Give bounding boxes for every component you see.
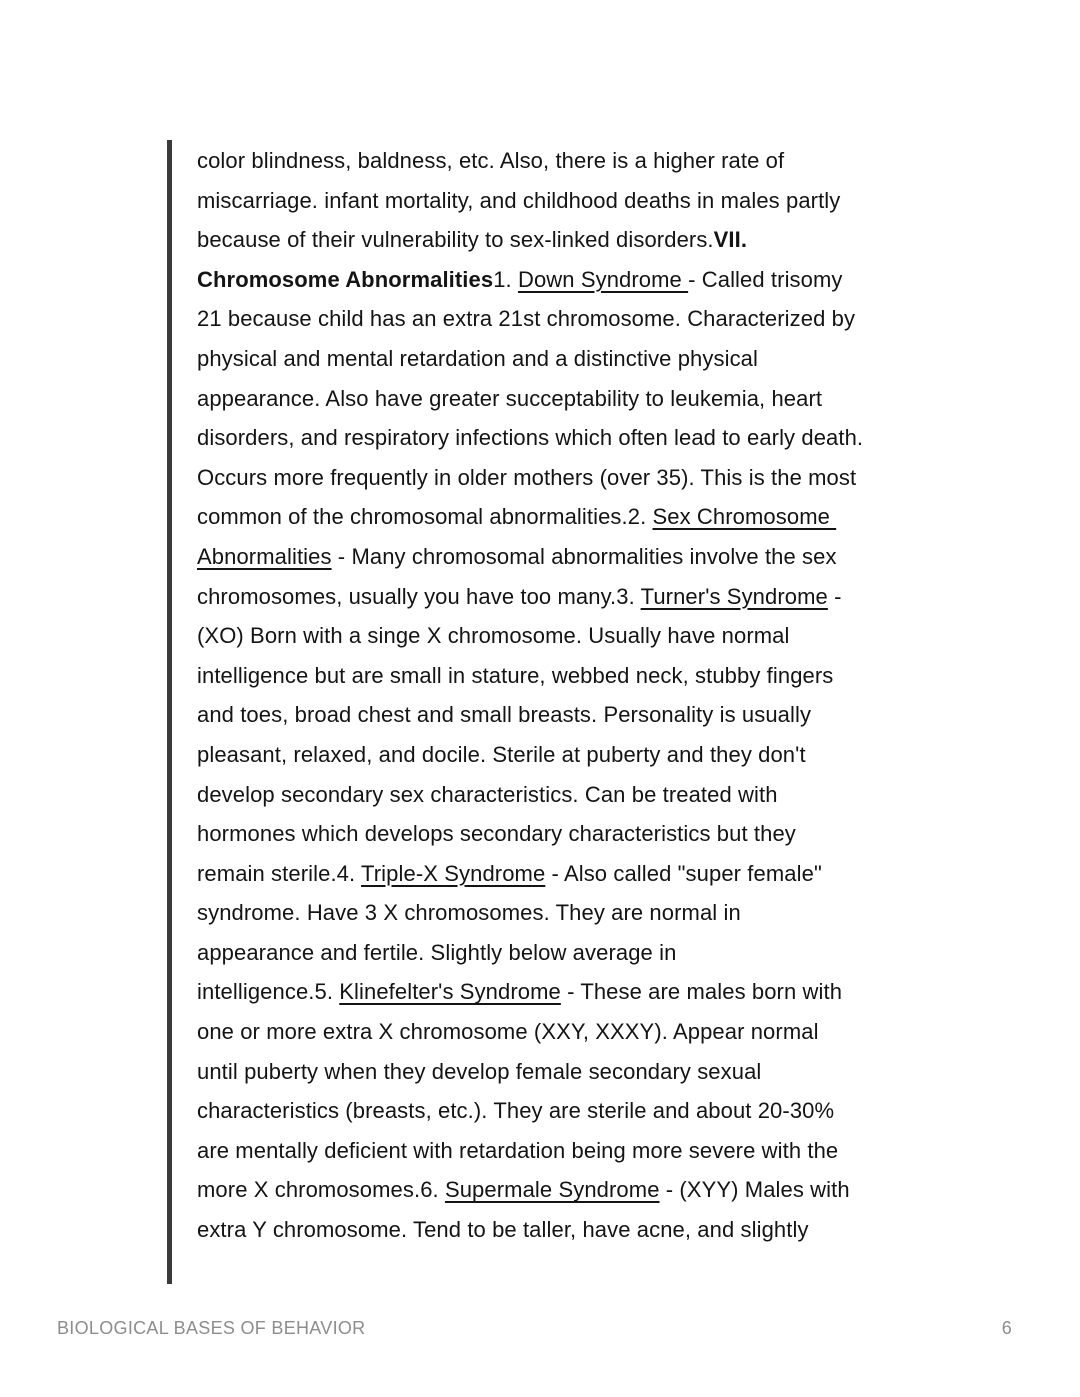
footer-page-number: 6 [1001, 1318, 1012, 1338]
underlined-term: Down Syndrome [517, 266, 689, 292]
body-text: - Called trisomy [688, 266, 843, 292]
text-line [197, 220, 1029, 260]
body-text: - (XYY) Males with [659, 1177, 850, 1203]
bold-heading-text: Chromosome Abnormalities [197, 266, 494, 292]
footer-section-title: BIOLOGICAL BASES OF BEHAVIOR [57, 1318, 366, 1338]
text-line [197, 1210, 1029, 1250]
body-text: pleasant, relaxed, and docile. Sterile at puberty and they don't [197, 741, 806, 767]
body-text: - [827, 583, 842, 609]
body-text: - Many chromosomal abnormalities involve the sex [331, 543, 837, 569]
text-line [197, 379, 1029, 419]
text-line [197, 299, 1029, 339]
body-text: common of the chromosomal abnormalities.2. [197, 504, 653, 530]
text-line [197, 616, 1029, 656]
body-text: chromosomes, usually you have too many.3. [197, 583, 641, 609]
text-line [197, 458, 1029, 498]
body-text: characteristics (breasts, etc.). They are sterile and about 20-30% [197, 1098, 835, 1124]
body-text: 1. [493, 266, 518, 292]
text-line [197, 339, 1029, 379]
text-line [197, 933, 1029, 973]
body-text: - Also called "super female" [545, 860, 822, 886]
body-text: more X chromosomes.6. [197, 1177, 445, 1203]
body-text: because of their vulnerability to sex-linked disorders. [197, 227, 714, 253]
body-text: remain sterile.4. [197, 860, 362, 886]
text-line [197, 418, 1029, 458]
body-text: one or more extra X chromosome (XXY, XXXY). Appear normal [197, 1019, 819, 1045]
body-text: intelligence but are small in stature, webbed neck, stubby fingers [197, 662, 834, 688]
text-line [197, 181, 1029, 221]
underlined-term: Sex Chromosome [652, 504, 837, 530]
underlined-term: Triple-X Syndrome [361, 860, 546, 886]
text-line [197, 1012, 1029, 1052]
body-text: 21 because child has an extra 21st chromosome. Characterized by [197, 306, 856, 332]
page-footer [57, 1318, 1012, 1339]
text-line [197, 814, 1029, 854]
underlined-term: Abnormalities [197, 543, 332, 569]
text-line [197, 141, 1029, 181]
text-line [197, 577, 1029, 617]
text-line [197, 656, 1029, 696]
text-line [197, 972, 1029, 1012]
body-text: and toes, broad chest and small breasts. Personality is usually [197, 702, 812, 728]
text-line [197, 775, 1029, 815]
body-text: until puberty when they develop female secondary sexual [197, 1058, 762, 1084]
text-line [197, 893, 1029, 933]
body-text: appearance and fertile. Slightly below average in [197, 939, 677, 965]
body-text: physical and mental retardation and a distinctive physical [197, 345, 758, 371]
bold-heading-text: VII. [713, 227, 748, 253]
body-text: appearance. Also have greater succeptability to leukemia, heart [197, 385, 823, 411]
body-text: color blindness, baldness, etc. Also, there is a higher rate of [197, 148, 785, 173]
body-text: miscarriage. infant mortality, and childhood deaths in males partly [197, 187, 841, 213]
underlined-term: Klinefelter's Syndrome [339, 979, 561, 1005]
text-line [197, 497, 1029, 537]
body-text: intelligence.5. [197, 979, 340, 1005]
body-text: develop secondary sex characteristics. Can be treated with [197, 781, 778, 807]
text-line [197, 854, 1029, 894]
body-text: Occurs more frequently in older mothers (over 35). This is the most [197, 464, 857, 490]
text-line [197, 1170, 1029, 1210]
text-line [197, 1131, 1029, 1171]
body-text: extra Y chromosome. Tend to be taller, have acne, and slightly [197, 1217, 809, 1243]
underlined-term: Supermale Syndrome [444, 1177, 660, 1203]
body-text: disorders, and respiratory infections which often lead to early death. [197, 425, 864, 451]
body-text: are mentally deficient with retardation being more severe with the [197, 1137, 839, 1163]
text-line [197, 537, 1029, 577]
body-text: syndrome. Have 3 X chromosomes. They are normal in [197, 900, 741, 926]
text-line [197, 735, 1029, 775]
text-line [197, 1052, 1029, 1092]
quote-lines [197, 141, 1029, 1250]
text-line [197, 695, 1029, 735]
text-line [197, 260, 1029, 300]
body-text: - These are males born with [560, 979, 843, 1005]
body-text: hormones which develops secondary characteristics but they [197, 821, 796, 847]
underlined-term: Turner's Syndrome [640, 583, 828, 609]
quote-block [167, 140, 1029, 1284]
text-line [197, 1091, 1029, 1131]
body-text: (XO) Born with a singe X chromosome. Usually have normal [197, 623, 790, 649]
